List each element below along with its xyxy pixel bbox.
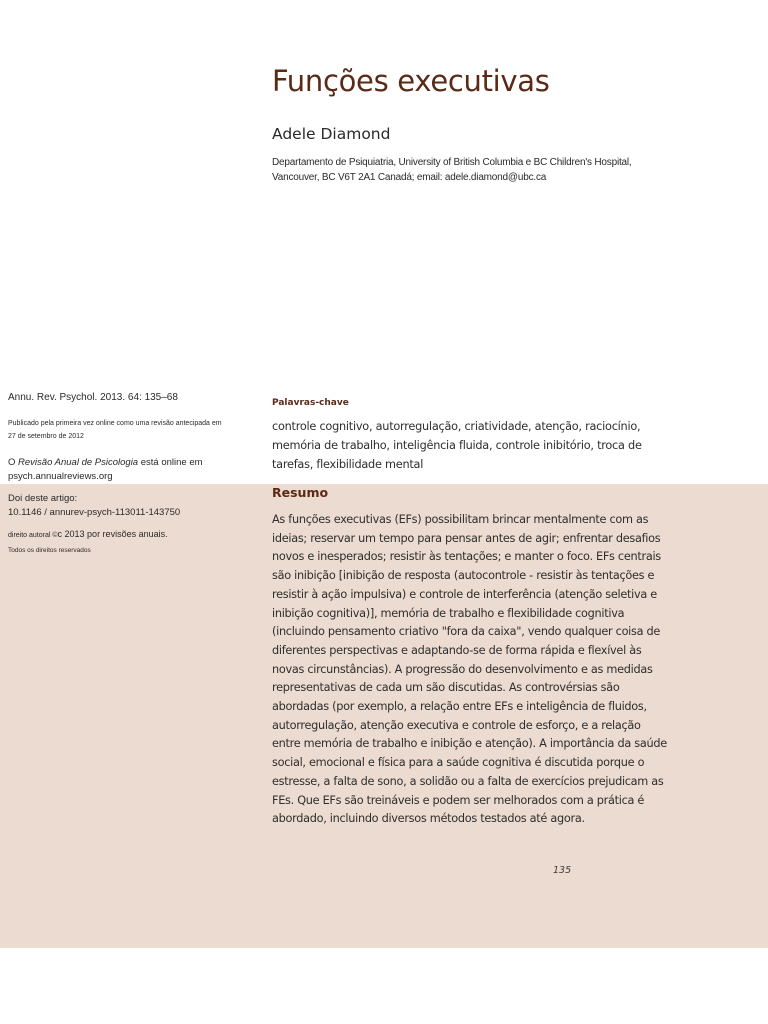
keywords-heading: Palavras-chave — [272, 398, 349, 408]
doi-value: 10.1146 / annurev-psych-113011-143750 — [8, 507, 181, 518]
article-title: Funções executivas — [272, 64, 550, 98]
author-affiliation: Departamento de Psiquiatria, University of British Columbia e BC Children's Hospital, Vancouver, BC V6T 2A1 Canadá; email: adele.diamond@ubc.ca — [272, 157, 632, 183]
review-online-note — [8, 456, 258, 484]
doi-label: Doi deste artigo: — [8, 493, 78, 504]
doi-block — [8, 492, 258, 520]
journal-name: Revisão Anual de Psicologia — [18, 457, 139, 468]
abstract-heading: Resumo — [272, 485, 329, 500]
copyright-text: c 2013 por revisões anuais. — [57, 529, 168, 539]
rights-reserved: Todos os direitos reservados — [8, 547, 91, 554]
publication-note: Publicado pela primeira vez online como uma revisão antecipada em 27 de setembro de 2012 — [8, 420, 222, 440]
journal-citation: Annu. Rev. Psychol. 2013. 64: 135–68 — [8, 392, 178, 403]
page-number: 135 — [553, 865, 572, 876]
review-suffix: está online em psych.annualreviews.org — [8, 457, 203, 482]
copyright-line — [8, 529, 258, 539]
keywords-list: controle cognitivo, autorregulação, criatividade, atenção, raciocínio, memória de trabalho, inteligência fluida, controle inibitório, troca de tarefas, flexibilidade mental — [272, 420, 642, 471]
author-name: Adele Diamond — [272, 125, 391, 143]
review-prefix: O — [8, 457, 16, 468]
abstract-text: As funções executivas (EFs) possibilitam brincar mentalmente com as ideias; reservar um tempo para pensar antes de agir; enfrentar desafios novos e inesperados; resistir às tentações; e manter o foco. EFs centrais são inibição [inibição de resposta (autocontrole - resistir às tentações e resistir à ação impulsiva) e controle de interferência (atenção seletiva e inibição cognitiva)], memória de trabalho e flexibilidade cognitiva (incluindo pensamento criativo "fora da caixa", vendo qualquer coisa de diferentes perspectivas e adaptando-se de forma rápida e flexível às novas circunstâncias). A progressão do desenvolvimento e as medidas representativas de cada um são discutidas. As controvérsias são abordadas (por exemplo, a relação entre EFs e inteligência de fluidos, autorregulação, atenção executiva e controle de esforço, e a relação entre memória de trabalho e inibição e atenção). A importância da saúde social, emocional e física para a saúde cognitiva é discutida porque o estresse, a falta de sono, a solidão ou a falta de exercícios prejudicam as FEs. Que EFs são treináveis e podem ser melhorados com a prática é abordado, incluindo diversos métodos testados até agora. — [272, 513, 667, 826]
copyright-prefix: direito autoral © — [8, 532, 58, 539]
